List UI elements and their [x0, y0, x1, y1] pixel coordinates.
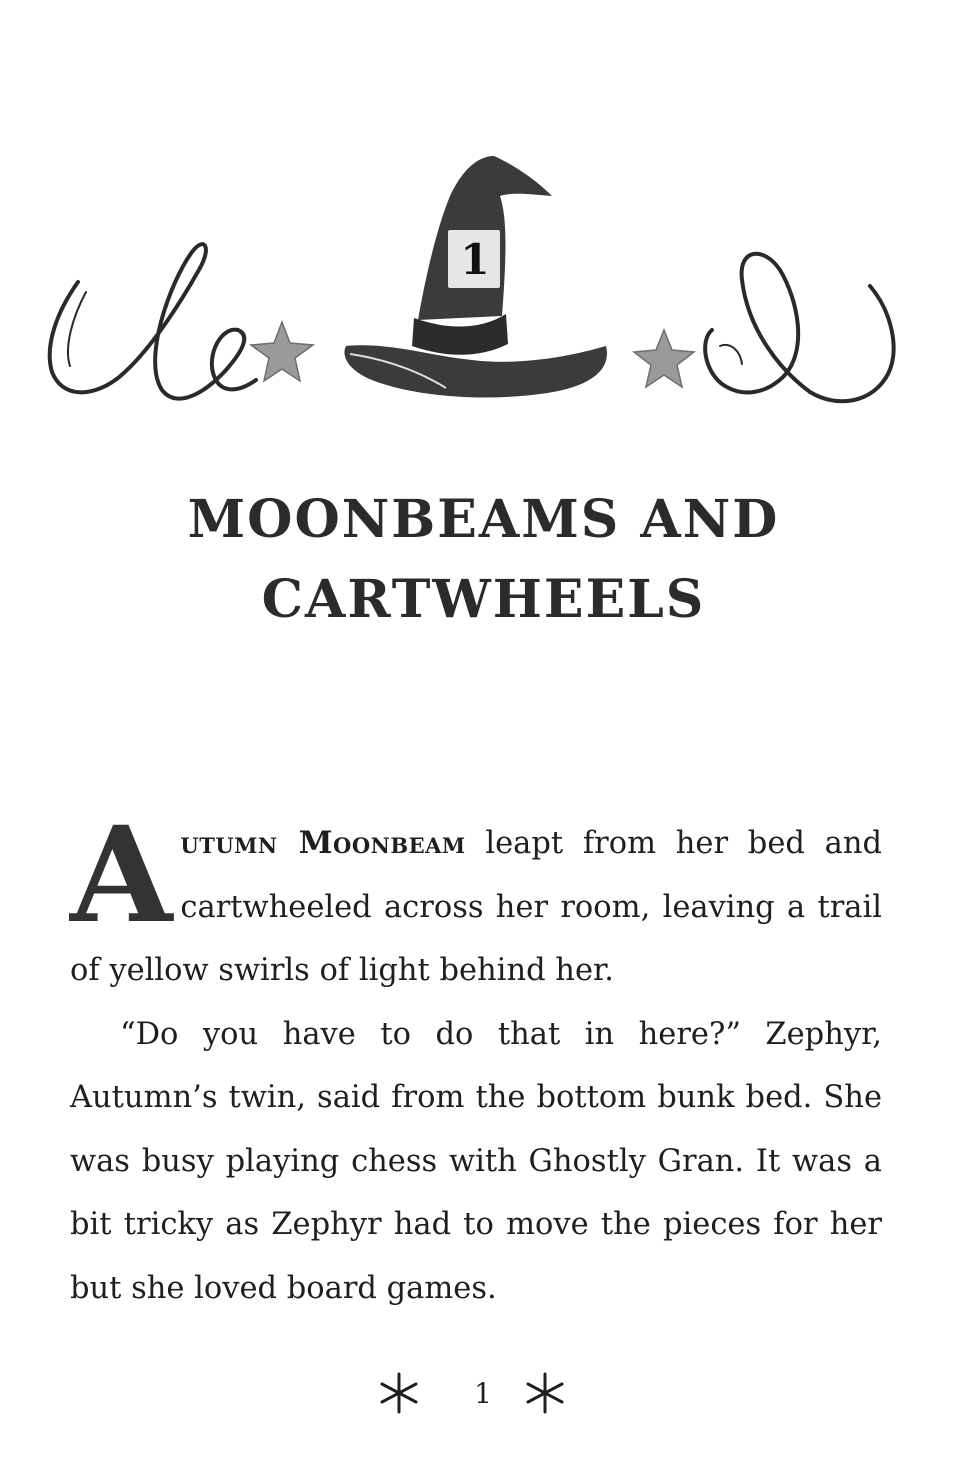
chapter-title-line-2: CARTWHEELS — [261, 569, 706, 630]
chapter-title-line-1: MOONBEAMS AND — [187, 489, 780, 550]
chapter-ornament — [0, 0, 967, 440]
paragraph-1-text: leapt from her bed and cartwheeled across her room, leaving a trail of yellow swirls of light behind her. — [70, 826, 882, 988]
page-footer — [0, 1360, 967, 1430]
small-caps-lead: utumn Moonbeam — [180, 825, 466, 861]
chapter-body — [70, 798, 882, 1320]
chapter-number: 1 — [460, 235, 490, 284]
star-icon — [522, 1370, 568, 1416]
star-icon — [251, 322, 313, 381]
star-icon — [634, 330, 694, 387]
paragraph-1 — [70, 798, 882, 1003]
drop-cap: A — [70, 798, 173, 953]
paragraph-2: “Do you have to do that in here?” Zephyr, Autumn’s twin, said from the bottom bunk bed. She was busy playing chess with Ghostly Gran. It was a bit tricky as Zephyr had to move the pieces for her but she loved board games. — [70, 1016, 882, 1306]
star-icon — [376, 1370, 422, 1416]
flourish-icon — [50, 244, 256, 398]
chapter-title — [0, 480, 967, 640]
flourish-icon — [705, 254, 893, 401]
page-number: 1 — [474, 1377, 492, 1410]
